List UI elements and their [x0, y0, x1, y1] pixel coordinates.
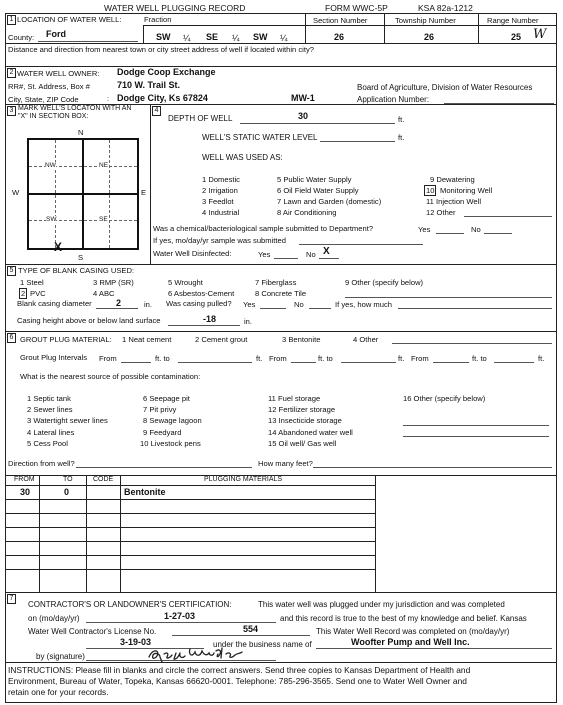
- source-fuel-storage[interactable]: 11 Fuel storage: [268, 394, 321, 403]
- source-oil-gas-well[interactable]: 15 Oil well/ Gas well: [268, 439, 337, 448]
- chem-sample-label: Was a chemical/bacteriological sample submitted to Department?: [153, 224, 374, 233]
- depth-value[interactable]: 30: [298, 111, 309, 121]
- grout-other[interactable]: 4 Other: [353, 335, 379, 344]
- how-much-label: If yes, how much: [335, 300, 392, 309]
- interval-2-ft: ft.: [398, 354, 405, 363]
- casing-diameter-value[interactable]: 2: [116, 298, 122, 308]
- mark-label-1: MARK WELL'S LOCATON WITH AN: [18, 105, 132, 112]
- source-livestock-pens[interactable]: 10 Livestock pens: [140, 439, 201, 448]
- business-label: under the business name of: [213, 640, 312, 649]
- static-level-ft: ft.: [398, 133, 405, 142]
- range-number-label: Range Number: [487, 16, 539, 25]
- grout-label: GROUT PLUG MATERIAL:: [20, 335, 112, 344]
- casing-height-value[interactable]: -18: [203, 314, 217, 324]
- interval-3-ft: ft.: [538, 354, 545, 363]
- grout-neat-cement[interactable]: 1 Neat cement: [122, 335, 172, 344]
- casing-other[interactable]: 9 Other (specify below): [345, 278, 424, 287]
- disinfected-label: Water Well Disinfected:: [153, 249, 232, 258]
- quarter-3: ¼: [280, 33, 288, 43]
- casing-concrete-tile[interactable]: 8 Concrete Tile: [255, 289, 307, 298]
- section-6-number: 6: [7, 333, 16, 343]
- source-lateral-lines[interactable]: 4 Lateral lines: [27, 428, 75, 437]
- source-seepage-pit[interactable]: 6 Seepage pit: [143, 394, 190, 403]
- casing-height-unit: in.: [244, 317, 253, 326]
- owner-value[interactable]: Dodge Coop Exchange: [117, 67, 216, 77]
- certification-label: CONTRACTOR'S OR LANDOWNER'S CERTIFICATION:: [28, 600, 232, 609]
- instructions-line-1: INSTRUCTIONS: Please fill in blanks and circle the correct answers. Send three copies to Kansas Department of Health and: [8, 665, 471, 675]
- source-abandoned-well[interactable]: 14 Abandoned water well: [268, 428, 353, 437]
- instructions-line-3: retain one for your records.: [8, 687, 109, 697]
- interval-1-from: From: [99, 354, 117, 363]
- table-header-from: FROM: [14, 476, 35, 483]
- fraction-3[interactable]: SW: [253, 32, 268, 42]
- license-label: Water Well Contractor's License No.: [28, 627, 157, 636]
- depth-ft: ft.: [398, 115, 405, 124]
- use-injection-well[interactable]: 11 Injection Well: [426, 197, 482, 206]
- quadrant-sw: SW: [46, 216, 57, 223]
- use-monitoring-well[interactable]: Monitoring Well: [440, 186, 493, 195]
- application-label: Application Number:: [357, 95, 430, 104]
- use-domestic[interactable]: 1 Domestic: [202, 175, 240, 184]
- use-lawn-garden[interactable]: 7 Lawn and Garden (domestic): [277, 197, 382, 206]
- interval-1-to: ft. to: [155, 354, 170, 363]
- source-septic-tank[interactable]: 1 Septic tank: [27, 394, 71, 403]
- certification-text: This water well was plugged under my jurisdiction and was completed: [258, 600, 505, 609]
- interval-2-to: ft. to: [318, 354, 333, 363]
- owner-label: WATER WELL OWNER:: [17, 69, 100, 78]
- direction-label: Direction from well?: [8, 459, 75, 468]
- quarter-1: ¼: [183, 33, 191, 43]
- casing-pvc-number[interactable]: 2: [21, 289, 26, 298]
- address-value[interactable]: 710 W. Trail St.: [117, 80, 181, 90]
- how-many-feet-label: How many feet?: [258, 459, 313, 468]
- use-feedlot[interactable]: 3 Feedlot: [202, 197, 234, 206]
- plugging-table: [5, 475, 557, 592]
- county-label: County:: [8, 33, 35, 42]
- section-number-label: Section Number: [313, 16, 368, 25]
- use-oil-field[interactable]: 6 Oil Field Water Supply: [277, 186, 359, 195]
- grout-bentonite[interactable]: 3 Bentonite: [282, 335, 321, 344]
- quadrant-se: SE: [99, 216, 108, 223]
- interval-2-from: From: [269, 354, 287, 363]
- fraction-label: Fraction: [144, 15, 172, 24]
- disinfected-no[interactable]: No: [306, 250, 316, 259]
- range-direction: W: [533, 27, 547, 42]
- form-title: WATER WELL PLUGGING RECORD: [104, 3, 246, 13]
- table-cell-from[interactable]: 30: [20, 487, 31, 497]
- source-sewer-lines[interactable]: 2 Sewer lines: [27, 405, 73, 414]
- casing-height-label: Casing height above or below land surface: [17, 316, 161, 325]
- casing-wrought[interactable]: 5 Wrought: [168, 278, 203, 287]
- section-number-value[interactable]: 26: [334, 32, 345, 42]
- fraction-2[interactable]: SE: [206, 32, 219, 42]
- casing-diameter-label: Blank casing diameter: [17, 299, 92, 308]
- casing-abc[interactable]: 4 ABC: [93, 289, 115, 298]
- use-dewatering[interactable]: 9 Dewatering: [430, 175, 475, 184]
- disinfected-no-mark: X: [323, 246, 330, 257]
- source-feedyard[interactable]: 9 Feedyard: [143, 428, 182, 437]
- interval-3-from: From: [411, 354, 429, 363]
- ksa-number: KSA 82a-1212: [418, 3, 473, 13]
- table-header-to: TO: [63, 476, 73, 483]
- completed-on-label: on (mo/day/yr): [28, 614, 80, 623]
- interval-1-ft: ft.: [256, 354, 263, 363]
- use-air-conditioning[interactable]: 8 Air Conditioning: [277, 208, 337, 217]
- record-completed-text: This Water Well Record was completed on (mo/day/yr): [316, 627, 510, 636]
- interval-3-to: ft. to: [472, 354, 487, 363]
- mark-label-2: "X" IN SECTION BOX:: [18, 113, 89, 120]
- source-other[interactable]: 16 Other (specify below): [403, 394, 486, 403]
- source-sewage-lagoon[interactable]: 8 Sewage lagoon: [143, 416, 202, 425]
- county-underline: [38, 41, 138, 42]
- casing-pulled-label: Was casing pulled?: [166, 299, 232, 308]
- used-as-label: WELL WAS USED AS:: [202, 153, 283, 162]
- casing-type-label: TYPE OF BLANK CASING USED:: [18, 266, 135, 275]
- intervals-label: Grout Plug Intervals: [20, 353, 88, 362]
- use-other[interactable]: 12 Other: [426, 208, 456, 217]
- city-label: City, State, ZIP Code: [8, 95, 79, 104]
- casing-fiberglass[interactable]: 7 Fiberglass: [255, 278, 297, 287]
- license-number[interactable]: 554: [243, 624, 259, 634]
- quarter-2: ¼: [232, 33, 240, 43]
- use-industrial[interactable]: 4 Industrial: [202, 208, 240, 217]
- section-2-number: 2: [7, 68, 16, 78]
- casing-steel[interactable]: 1 Steel: [20, 278, 44, 287]
- distance-label: Distance and direction from nearest town or city street address of well if located within city?: [8, 45, 314, 54]
- instructions-line-2: Environment, Bureau of Water, Topeka, Kansas 66620-0001. Telephone: 785-296-3565. Send one to Water Well Owner and: [8, 676, 467, 686]
- board-label: Board of Agriculture, Division of Water Resources: [357, 83, 533, 92]
- casing-rmp[interactable]: 3 RMP (SR): [93, 278, 134, 287]
- table-header-materials: PLUGGING MATERIALS: [204, 476, 283, 483]
- quadrant-ne: NE: [99, 162, 109, 169]
- chem-yes[interactable]: Yes: [418, 225, 431, 234]
- well-id[interactable]: MW-1: [291, 93, 315, 103]
- compass-s: S: [78, 253, 84, 262]
- use-public-water[interactable]: 5 Public Water Supply: [277, 175, 352, 184]
- casing-asbestos-cement[interactable]: 6 Asbestos-Cement: [168, 289, 235, 298]
- range-number-value[interactable]: 25: [511, 32, 522, 42]
- casing-pvc[interactable]: PVC: [30, 289, 46, 298]
- depth-label: DEPTH OF WELL: [168, 114, 233, 123]
- source-insecticide-storage[interactable]: 13 Insecticide storage: [268, 416, 342, 425]
- compass-n: N: [78, 128, 84, 137]
- source-watertight-sewer[interactable]: 3 Watertight sewer lines: [27, 416, 108, 425]
- use-monitoring-number[interactable]: 10: [426, 186, 435, 195]
- section-4-number: 4: [152, 106, 161, 116]
- county-value[interactable]: Ford: [46, 29, 66, 39]
- source-fertilizer-storage[interactable]: 12 Fertilizer storage: [268, 405, 336, 414]
- table-cell-to[interactable]: 0: [64, 487, 70, 497]
- township-number-value[interactable]: 26: [424, 32, 435, 42]
- business-name[interactable]: Woofter Pump and Well Inc.: [351, 637, 470, 647]
- township-number-label: Township Number: [395, 16, 456, 25]
- fraction-1[interactable]: SW: [156, 32, 171, 42]
- casing-diameter-unit: in.: [144, 300, 153, 309]
- casing-pulled-no[interactable]: No: [294, 300, 304, 309]
- address-label: RR#, St. Address, Box #: [8, 82, 90, 91]
- section-3-number: 3: [7, 106, 16, 116]
- section-1-number: 1: [7, 15, 16, 25]
- true-record-text: and this record is true to the best of my knowledge and belief. Kansas: [280, 614, 527, 623]
- contamination-label: What is the nearest source of possible contamination:: [20, 372, 201, 381]
- completed-date[interactable]: 1-27-03: [164, 611, 196, 621]
- use-irrigation[interactable]: 2 Irrigation: [202, 186, 238, 195]
- location-label: LOCATION OF WATER WELL:: [17, 15, 122, 24]
- sample-date-label: If yes, mo/day/yr sample was submitted: [153, 236, 286, 245]
- section-7-number: 7: [7, 594, 16, 604]
- table-cell-material[interactable]: Bentonite: [124, 487, 166, 497]
- section-5-number: 5: [7, 266, 16, 276]
- source-pit-privy[interactable]: 7 Pit privy: [143, 405, 177, 414]
- compass-w: W: [12, 188, 20, 197]
- city-value[interactable]: Dodge City, Ks 67824: [117, 93, 208, 103]
- table-header-code: CODE: [93, 476, 114, 483]
- source-cess-pool[interactable]: 5 Cess Pool: [27, 439, 68, 448]
- section-grid[interactable]: [27, 138, 139, 250]
- well-location-x: X: [54, 240, 63, 254]
- grout-cement-grout[interactable]: 2 Cement grout: [195, 335, 248, 344]
- disinfected-yes[interactable]: Yes: [258, 250, 271, 259]
- form-number: FORM WWC-5P: [325, 3, 388, 13]
- casing-pulled-yes[interactable]: Yes: [243, 300, 256, 309]
- quadrant-nw: NW: [45, 162, 56, 169]
- chem-no[interactable]: No: [471, 225, 481, 234]
- record-date[interactable]: 3-19-03: [120, 637, 152, 647]
- signature-label: by (signature): [36, 652, 85, 661]
- compass-e: E: [141, 188, 147, 197]
- static-level-label: WELL'S STATIC WATER LEVEL: [202, 133, 318, 142]
